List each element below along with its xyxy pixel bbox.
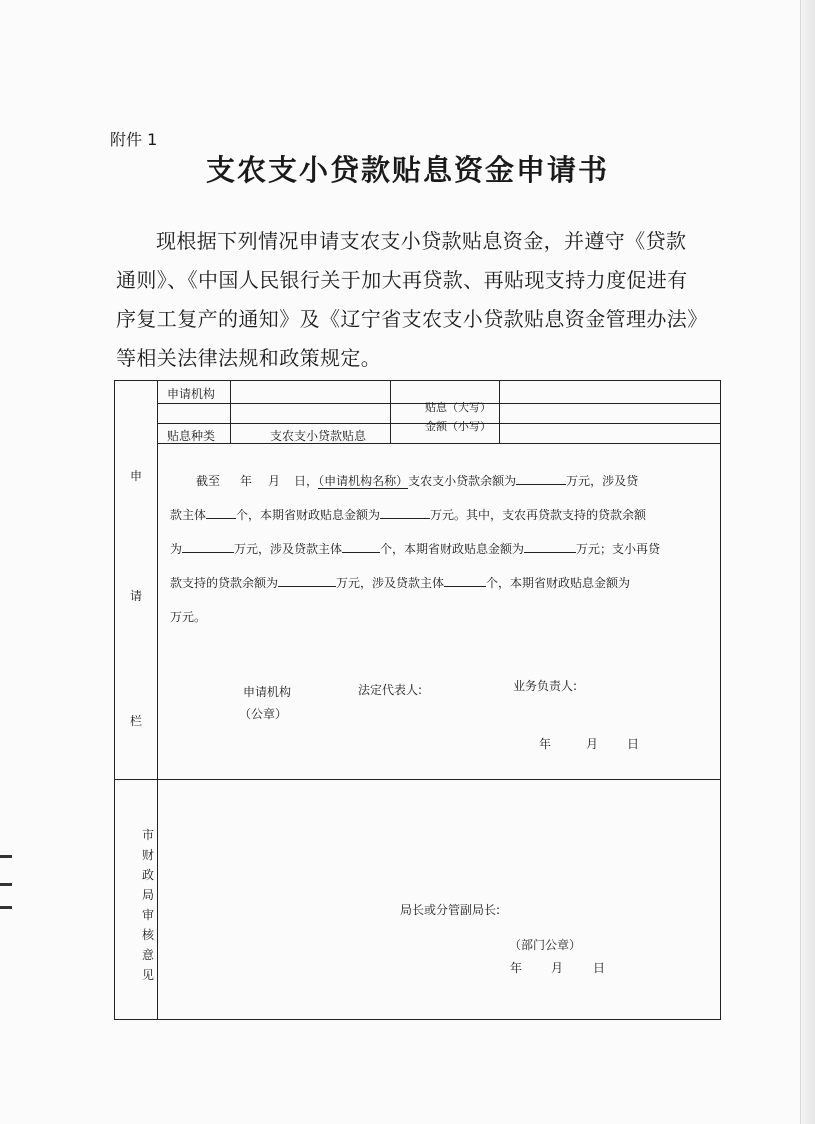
date-year: 年 [539,737,552,751]
body-text: 支农支小贷款余额为 [408,474,517,488]
grid-line [390,381,391,443]
attachment-label: 附件 1 [110,130,158,149]
body-text: 万元，涉及贷 [566,474,639,488]
body-text: 日， [294,474,319,488]
review-date-month: 月 [551,961,564,975]
scan-mark [0,855,12,858]
subsidy-type-label: 贴息种类 [167,429,216,443]
director-label: 局长或分管副局长: [400,903,501,917]
grid-line [499,381,500,443]
amount-lower-field[interactable] [505,425,715,439]
body-text: 款支持的贷款余额为 [170,576,279,590]
sign-seal-label: （公章） [239,707,288,721]
intro-line: 等相关法律法规和政策规定。 [116,346,382,370]
body-text: 万元，涉及贷款主体 [336,576,445,590]
body-text: 为 [170,542,183,556]
intro-paragraph [116,222,716,378]
blank-field[interactable] [206,505,236,519]
review-date-day: 日 [593,961,606,975]
body-text: 万元；支小再贷 [576,542,661,556]
section-label-char: 申 [129,469,142,483]
blank-field[interactable] [342,539,380,553]
body-text: 万元，涉及贷款主体 [234,542,343,556]
dept-seal-label: （部门公章） [509,938,582,952]
grid-line [157,443,720,444]
body-text: 月 [268,474,281,488]
date-day: 日 [627,737,640,751]
applicant-org-label: 申请机构 [167,387,216,401]
review-date-year: 年 [510,961,523,975]
scan-mark [0,883,12,886]
date-month: 月 [586,737,599,751]
blank-field[interactable] [380,505,430,519]
body-text: 个，本期省财政贴息金额为 [236,508,381,522]
amount-lower-label: 金额（小写） [425,420,491,433]
org-name-placeholder: （申请机构名称） [318,474,409,488]
intro-line: 序复工复产的通知》及《辽宁省支农支小贷款贴息资金管理办法》 [116,307,708,331]
grid-line [115,779,720,780]
applicant-org-field[interactable] [240,385,385,401]
body-text: 截至 [196,474,221,488]
intro-line: 现根据下列情况申请支农支小贷款贴息资金，并遵守《贷款 [156,229,687,253]
body-text: 个，本期省财政贴息金额为 [380,542,525,556]
section-label-char: 栏 [129,714,142,728]
amount-upper-label: 贴息（大写） [425,401,491,414]
amount-upper-field[interactable] [505,405,715,419]
body-text: 万元。 [170,610,207,624]
body-text: 个，本期省财政贴息金额为 [486,576,631,590]
subsidy-type-value: 支农支小贷款贴息 [270,429,367,443]
blank-field[interactable] [444,573,486,587]
legal-rep-label: 法定代表人: [358,683,423,697]
intro-line: 通则》、《中国人民银行关于加大再贷款、再贴现支持力度促进有 [116,268,688,292]
sign-org-label: 申请机构 [243,685,292,699]
body-text: 款主体 [170,508,207,522]
application-form [114,380,721,1020]
biz-head-label: 业务负责人: [513,679,578,693]
section-label-char: 请 [129,589,142,603]
blank-field[interactable] [278,573,336,587]
blank-field[interactable] [524,539,576,553]
review-section-label: 市财政局审核意见 [141,828,154,982]
blank-field[interactable] [182,539,234,553]
body-text: 万元。其中，支农再贷款支持的贷款余额 [430,508,647,522]
body-text: 年 [240,474,253,488]
grid-line [230,381,231,443]
grid-line [157,381,158,1019]
document-title: 支农支小贷款贴息资金申请书 [205,153,609,187]
blank-field[interactable] [516,471,566,485]
application-body [170,464,660,634]
scan-mark [0,906,12,909]
